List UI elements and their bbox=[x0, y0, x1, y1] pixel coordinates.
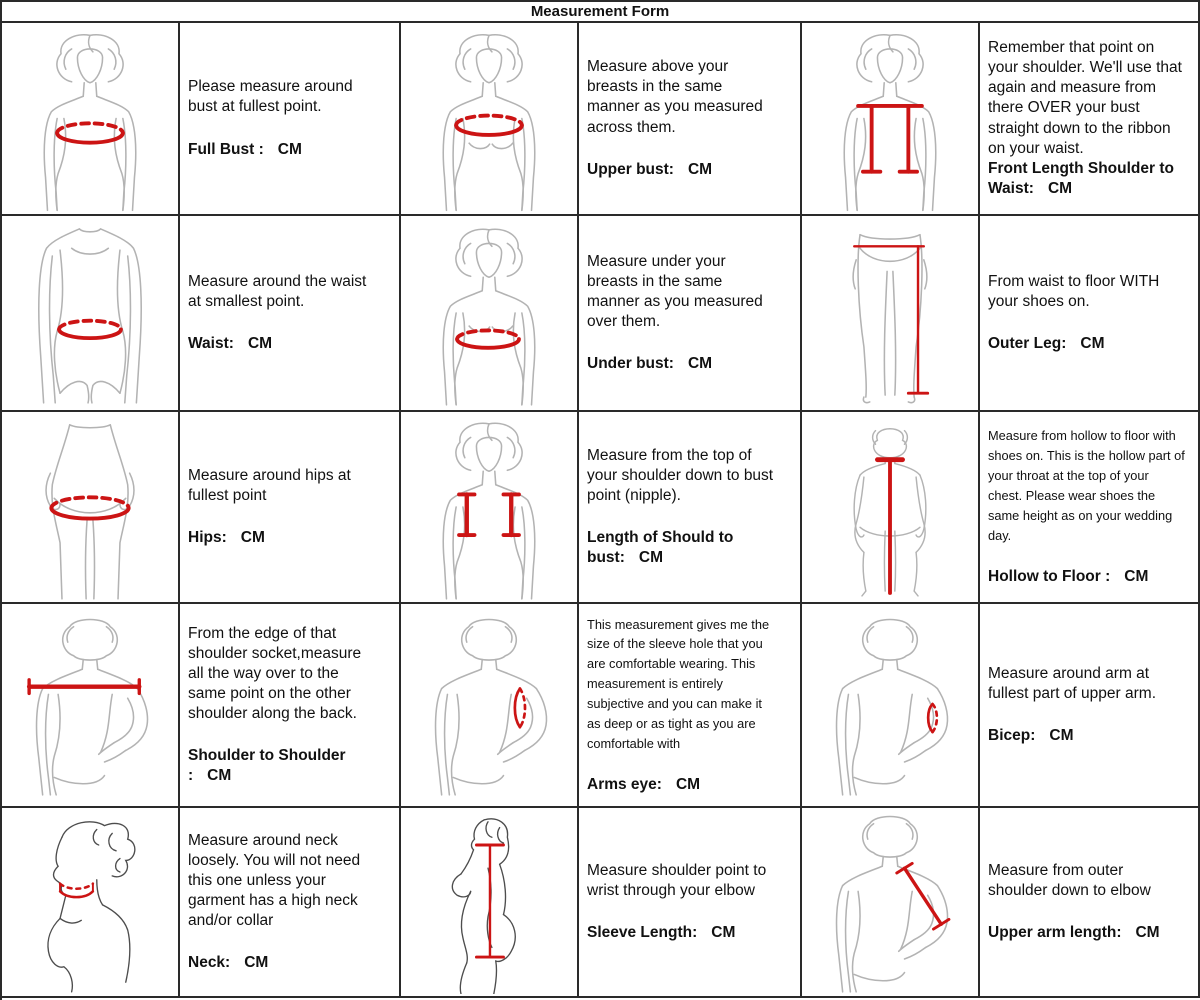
figure-cell-outer-leg bbox=[802, 216, 980, 412]
measurement-description: Please measure around bust at fullest point. bbox=[188, 78, 353, 116]
instruction-cell-waist bbox=[180, 216, 401, 412]
instruction-cell-under-bust bbox=[579, 216, 802, 412]
figure-cell-hips bbox=[2, 412, 180, 604]
instruction-cell-hips bbox=[180, 412, 401, 604]
measurement-description: Measure from outer shoulder down to elbow bbox=[988, 861, 1151, 899]
measurement-label: Outer Leg: bbox=[988, 335, 1067, 353]
measurement-label: Upper bust: bbox=[587, 160, 674, 178]
instruction-cell-upper-bust bbox=[579, 23, 802, 216]
back-bicep-ellipse-icon bbox=[804, 606, 976, 804]
measurement-description: Measure from hollow to floor with shoes on. This is the hollow part of your throat at the top of your chest. Please wear shoes the same height as on your wedding day. bbox=[988, 428, 1185, 543]
woman-front-upper-bust-ellipse-icon bbox=[403, 25, 575, 212]
measurement-unit: CM bbox=[638, 549, 663, 567]
profile-neck-band-icon bbox=[4, 810, 176, 994]
back-armhole-ellipse-icon bbox=[403, 606, 575, 804]
measurement-description: Measure around arm at fullest part of upper arm. bbox=[988, 664, 1156, 702]
side-sleeve-length-line-icon bbox=[403, 810, 575, 994]
legs-outer-leg-line-icon bbox=[804, 218, 976, 408]
instruction-cell-bicep bbox=[980, 604, 1200, 808]
measurement-label: Upper arm length: bbox=[988, 924, 1122, 942]
measurement-label: Hips: bbox=[188, 529, 227, 547]
figure-cell-under-bust bbox=[401, 216, 579, 412]
measurement-unit: CM bbox=[687, 160, 713, 178]
measurement-description: Measure around neck loosely. You will not need this one unless your garment has a high neck and/or collar bbox=[188, 831, 361, 930]
hips-ellipse-icon bbox=[4, 414, 176, 600]
figure-cell-full-bust bbox=[2, 23, 180, 216]
figure-cell-shoulder-to-bust bbox=[401, 412, 579, 604]
instruction-cell-arms-eye bbox=[579, 604, 802, 808]
measurement-label: Length of Should to bust: bbox=[587, 529, 734, 567]
measurement-description: Measure above your breasts in the same manner as you measured across them. bbox=[587, 58, 763, 136]
instruction-cell-hollow-to-floor bbox=[980, 412, 1200, 604]
instruction-cell-shoulder-to-shoulder bbox=[180, 604, 401, 808]
woman-front-bust-ellipse-icon bbox=[4, 25, 176, 212]
measurement-label: Sleeve Length: bbox=[587, 924, 698, 942]
measurement-unit: CM bbox=[1135, 924, 1160, 942]
measurement-label: Front Length Shoulder to Waist: bbox=[988, 159, 1174, 197]
measurement-description: Measure shoulder point to wrist through your elbow bbox=[587, 861, 767, 899]
measurement-label: Arms eye: bbox=[587, 776, 662, 794]
instruction-cell-full-bust bbox=[180, 23, 401, 216]
figure-cell-front-length bbox=[802, 23, 980, 216]
measurement-label: Hollow to Floor : bbox=[988, 568, 1111, 586]
full-body-hollow-to-floor-line-icon bbox=[804, 414, 976, 600]
form-title: Measurement Form bbox=[2, 2, 1200, 23]
measurement-description: This measurement gives me the size of the sleeve hole that you are comfortable wearing. This measurement is entirely subjective and you can make it as deep or as tight as you are comfortable with bbox=[587, 616, 770, 751]
measurement-label: Full Bust : bbox=[188, 140, 264, 158]
back-shoulder-to-shoulder-line-icon bbox=[4, 606, 176, 804]
measurement-description: Measure from the top of your shoulder down to bust point (nipple). bbox=[587, 446, 774, 504]
instruction-cell-front-length bbox=[980, 23, 1200, 216]
figure-cell-waist bbox=[2, 216, 180, 412]
measurement-unit: CM bbox=[244, 954, 269, 972]
measurement-unit: CM bbox=[207, 767, 232, 785]
measurement-description: Measure under your breasts in the same manner as you measured over them. bbox=[587, 252, 763, 331]
measurement-label: Shoulder to Shoulder : bbox=[188, 747, 346, 785]
measurement-unit: CM bbox=[1124, 568, 1149, 586]
figure-cell-arms-eye bbox=[401, 604, 579, 808]
figure-cell-sleeve-length bbox=[401, 808, 579, 998]
instruction-cell-neck bbox=[180, 808, 401, 998]
measurement-unit: CM bbox=[247, 335, 273, 353]
figure-cell-hollow-to-floor bbox=[802, 412, 980, 604]
figure-cell-shoulder-to-shoulder bbox=[2, 604, 180, 808]
measurement-unit: CM bbox=[687, 355, 713, 373]
instruction-cell-shoulder-to-bust bbox=[579, 412, 802, 604]
figure-cell-upper-arm-length bbox=[802, 808, 980, 998]
measurement-label: Waist: bbox=[188, 335, 234, 353]
woman-front-shoulder-to-waist-lines-icon bbox=[804, 25, 976, 212]
woman-front-shoulder-to-bust-lines-icon bbox=[403, 414, 575, 600]
instruction-cell-sleeve-length bbox=[579, 808, 802, 998]
measurement-unit: CM bbox=[1047, 179, 1073, 197]
measurement-description: Measure around the waist at smallest point. bbox=[188, 272, 367, 310]
measurement-description: Measure around hips at fullest point bbox=[188, 466, 351, 504]
torso-waist-ellipse-icon bbox=[4, 218, 176, 408]
measurement-unit: CM bbox=[277, 140, 302, 158]
measurement-unit: CM bbox=[1049, 727, 1074, 745]
measurement-unit: CM bbox=[711, 924, 736, 942]
figure-cell-neck bbox=[2, 808, 180, 998]
measurement-description: Remember that point on your shoulder. We'll use that again and measure from there OVER your bust straight down to the ribbon on your waist. bbox=[988, 38, 1182, 157]
measurement-description: From waist to floor WITH your shoes on. bbox=[988, 272, 1160, 310]
measurement-unit: CM bbox=[675, 776, 701, 794]
measurement-unit: CM bbox=[240, 529, 265, 547]
woman-front-under-bust-ellipse-icon bbox=[403, 218, 575, 408]
figure-cell-bicep bbox=[802, 604, 980, 808]
instruction-cell-outer-leg bbox=[980, 216, 1200, 412]
measurement-label: Neck: bbox=[188, 954, 231, 972]
measurement-description: From the edge of that shoulder socket,measure all the way over to the same point on the other shoulder along the back. bbox=[188, 624, 362, 723]
measurement-unit: CM bbox=[1080, 335, 1105, 353]
measurement-label: Under bust: bbox=[587, 355, 674, 373]
back-shoulder-to-elbow-line-icon bbox=[804, 810, 976, 994]
instruction-cell-upper-arm-length bbox=[980, 808, 1200, 998]
figure-cell-upper-bust bbox=[401, 23, 579, 216]
measurement-label: Bicep: bbox=[988, 727, 1036, 745]
